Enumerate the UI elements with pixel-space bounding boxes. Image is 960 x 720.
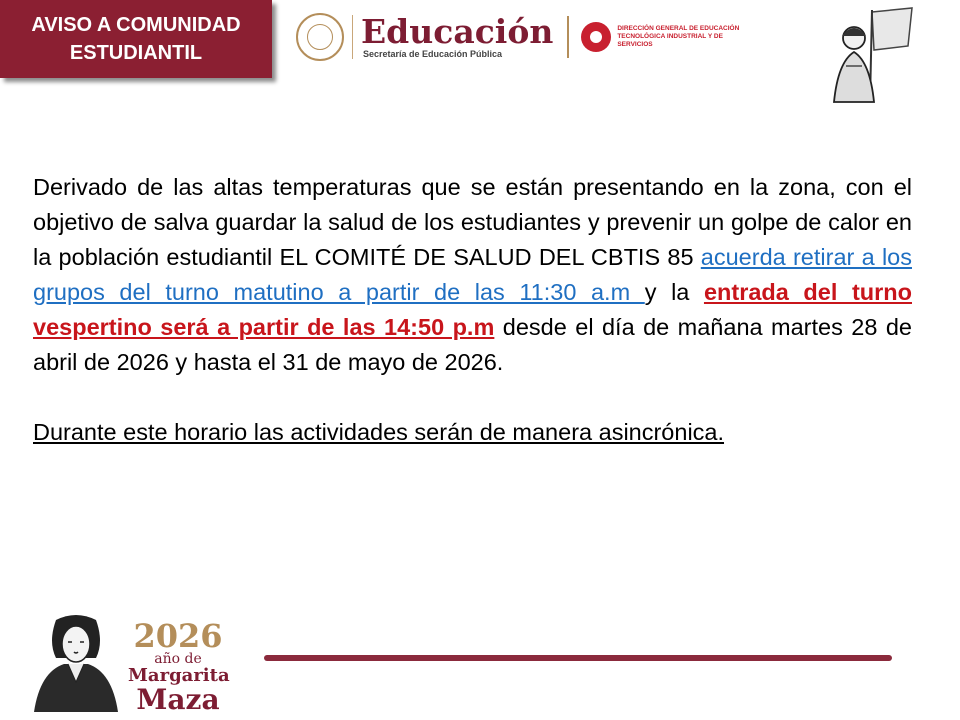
- sep-logo: [361, 12, 554, 59]
- notice-text: desde el día de mañana martes 28 de abril de 2026 y hasta el 31 de mayo de 2026.: [33, 314, 912, 375]
- year-number: 2026: [133, 617, 223, 655]
- notice-banner: [0, 0, 272, 78]
- footer-divider: [264, 655, 892, 661]
- year-of-label: año de: [154, 651, 202, 667]
- year-name-last: Maza: [136, 683, 220, 716]
- divider: [352, 15, 353, 59]
- header-logos: [296, 12, 747, 62]
- notice-asynchronous-note: Durante este horario las actividades serán de manera asincrónica.: [33, 419, 725, 445]
- divider: [567, 16, 569, 58]
- banner-line-1: AVISO A COMUNIDAD: [31, 14, 241, 36]
- notice-text: Derivado de las altas temperaturas que se están presentando en la zona, con el objetivo de salva guardar la salud de los estudiantes y prevenir un golpe de calor en la población estudiantil EL COMITÉ DE SALUD DEL CBTIS 85: [33, 174, 912, 270]
- notice-body: [33, 170, 912, 450]
- brand-subtitle: Secretaría de Educación Pública: [363, 49, 503, 59]
- notice-paragraph: [33, 170, 912, 380]
- brand-title: Educación: [361, 12, 554, 51]
- year-logo: [128, 617, 230, 716]
- notice-text: y la: [644, 279, 704, 305]
- banner-line-2: ESTUDIANTIL: [69, 42, 203, 64]
- notice-highlight-blue: acuerda retirar a los grupos del turno matutino a partir de las 11:30 a.m: [33, 244, 912, 305]
- dgeti-gear-icon: [581, 22, 611, 52]
- dgeti-label: DIRECCIÓN GENERAL DE EDUCACIÓN TECNOLÓGICA INDUSTRIAL Y DE SERVICIOS: [617, 25, 740, 48]
- national-seal-icon: [296, 13, 344, 61]
- margarita-maza-portrait-icon: [26, 612, 126, 712]
- flag-woman-illustration-icon: [820, 6, 916, 104]
- notice-highlight-red: entrada del turno vespertino será a partir de las 14:50 p.m: [33, 279, 912, 340]
- year-name-first: Margarita: [128, 665, 230, 686]
